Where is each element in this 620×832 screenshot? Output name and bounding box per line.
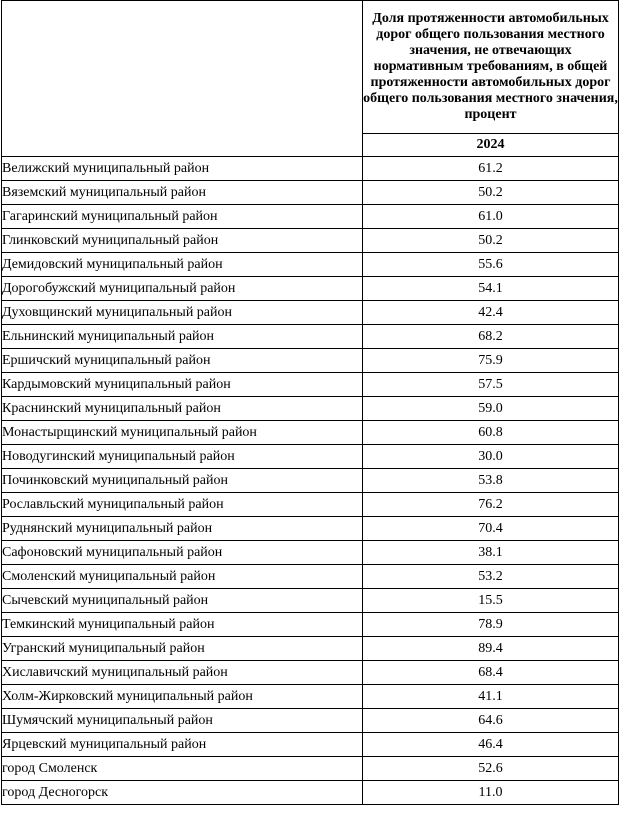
header-row [2,1,619,134]
share-value: 75.9 [363,349,619,373]
share-value: 30.0 [363,445,619,469]
corner-cell [2,1,363,157]
district-name: Вяземский муниципальный район [2,181,363,205]
share-value: 57.5 [363,373,619,397]
table-row [2,421,619,445]
district-name: Дорогобужский муниципальный район [2,277,363,301]
table-row [2,781,619,805]
indicator-header: Доля протяженности автомобильных дорог общего пользования местного значения, не отвечающих нормативным требованиям, в общей протяженности автомобильных дорог общего пользования местного значения, процент [363,1,619,134]
district-name: Гагаринский муниципальный район [2,205,363,229]
district-name: Демидовский муниципальный район [2,253,363,277]
share-value: 53.2 [363,565,619,589]
district-name: Угранский муниципальный район [2,637,363,661]
table-row [2,325,619,349]
share-value: 15.5 [363,589,619,613]
table-row [2,685,619,709]
table-body [2,1,619,805]
share-value: 41.1 [363,685,619,709]
district-name: Сычевский муниципальный район [2,589,363,613]
share-value: 55.6 [363,253,619,277]
table-row [2,157,619,181]
district-name: Духовщинский муниципальный район [2,301,363,325]
share-value: 60.8 [363,421,619,445]
share-value: 61.2 [363,157,619,181]
district-name: Холм-Жирковский муниципальный район [2,685,363,709]
table-row [2,613,619,637]
share-value: 50.2 [363,229,619,253]
share-value: 50.2 [363,181,619,205]
district-name: Рославльский муниципальный район [2,493,363,517]
table-row [2,277,619,301]
table-row [2,565,619,589]
share-value: 61.0 [363,205,619,229]
year-header: 2024 [363,134,619,157]
table-row [2,229,619,253]
share-value: 76.2 [363,493,619,517]
district-name: город Смоленск [2,757,363,781]
district-name: Кардымовский муниципальный район [2,373,363,397]
district-name: Краснинский муниципальный район [2,397,363,421]
table-row [2,757,619,781]
data-table [1,0,619,805]
share-value: 64.6 [363,709,619,733]
district-name: Темкинский муниципальный район [2,613,363,637]
share-value: 38.1 [363,541,619,565]
table-row [2,541,619,565]
table-row [2,349,619,373]
share-value: 53.8 [363,469,619,493]
district-name: Монастырщинский муниципальный район [2,421,363,445]
district-name: Ельнинский муниципальный район [2,325,363,349]
district-name: Смоленский муниципальный район [2,565,363,589]
share-value: 78.9 [363,613,619,637]
table-row [2,445,619,469]
share-value: 68.4 [363,661,619,685]
table-row [2,205,619,229]
district-name: Шумячский муниципальный район [2,709,363,733]
table-row [2,709,619,733]
district-name: Велижский муниципальный район [2,157,363,181]
table-row [2,661,619,685]
table-row [2,301,619,325]
share-value: 70.4 [363,517,619,541]
district-name: Сафоновский муниципальный район [2,541,363,565]
district-name: город Десногорск [2,781,363,805]
table-row [2,469,619,493]
share-value: 89.4 [363,637,619,661]
table-row [2,181,619,205]
table-row [2,493,619,517]
share-value: 68.2 [363,325,619,349]
table-row [2,589,619,613]
district-name: Руднянский муниципальный район [2,517,363,541]
table-row [2,373,619,397]
share-value: 54.1 [363,277,619,301]
district-name: Новодугинский муниципальный район [2,445,363,469]
district-name: Ершичский муниципальный район [2,349,363,373]
district-name: Починковский муниципальный район [2,469,363,493]
district-name: Ярцевский муниципальный район [2,733,363,757]
table-row [2,733,619,757]
table-row [2,253,619,277]
table-row [2,637,619,661]
table-row [2,397,619,421]
share-value: 46.4 [363,733,619,757]
district-name: Глинковский муниципальный район [2,229,363,253]
table-row [2,517,619,541]
share-value: 42.4 [363,301,619,325]
district-name: Хиславичский муниципальный район [2,661,363,685]
share-value: 59.0 [363,397,619,421]
share-value: 52.6 [363,757,619,781]
share-value: 11.0 [363,781,619,805]
